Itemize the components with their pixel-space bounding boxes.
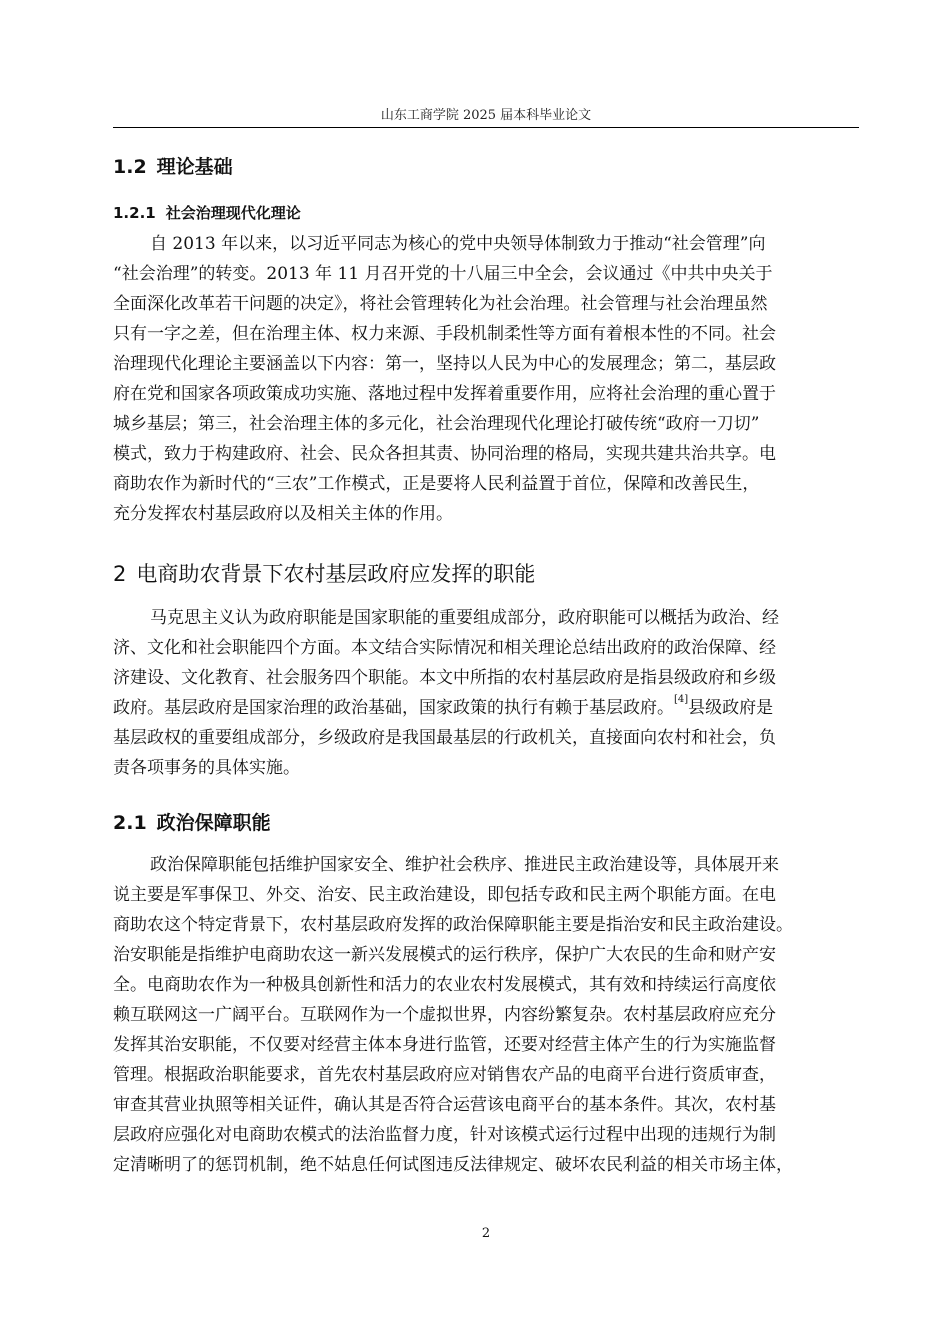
text-line: 模式，致力于构建政府、社会、民众各担其责、协同治理的格局，实现共建共治共享。电 [113,444,776,464]
paragraph-government-functions [113,603,860,783]
text-segment: 政府。基层政府是国家治理的政治基础，国家政策的执行有赖于基层政府。 [113,698,674,718]
text-line: 商助农这个特定背景下，农村基层政府发挥的政治保障职能主要是指治安和民主政治建设。 [113,915,793,935]
text-line: 说主要是军事保卫、外交、治安、民主政治建设，即包括专政和民主两个职能方面。在电 [113,885,776,905]
text-line: “社会治理”的转变。2013 年 11 月召开党的十八届三中全会，会议通过《中共中央关于 [113,264,773,284]
paragraph-social-governance [113,229,860,529]
text-line-with-citation [113,693,860,723]
section-heading-1-2 [113,154,233,180]
section-heading-1-2-1 [113,202,301,224]
chapter-number: 2 [113,562,127,586]
text-line: 城乡基层；第三，社会治理主体的多元化，社会治理现代化理论打破传统“政府一刀切” [113,414,760,434]
chapter-title: 电商助农背景下农村基层政府应发挥的职能 [136,562,536,586]
section-number: 2.1 [113,812,147,834]
text-line: 管理。根据政治职能要求，首先农村基层政府应对销售农产品的电商平台进行资质审查， [113,1065,776,1085]
page-header: 山东工商学院 2025 届本科毕业论文 [380,108,592,123]
text-line: 赖互联网这一广阔平台。互联网作为一个虚拟世界，内容纷繁复杂。农村基层政府应充分 [113,1005,776,1025]
text-line: 全。电商助农作为一种极具创新性和活力的农业农村发展模式，其有效和持续运行高度依 [113,975,776,995]
text-line: 马克思主义认为政府职能是国家职能的重要组成部分，政府职能可以概括为政治、经 [150,608,779,628]
text-line: 府在党和国家各项政策成功实施、落地过程中发挥着重要作用，应将社会治理的重心置于 [113,384,776,404]
section-title: 社会治理现代化理论 [165,204,301,222]
citation-marker: [4] [674,694,689,705]
text-line: 定清晰明了的惩罚机制，绝不姑息任何试图违反法律规定、破坏农民利益的相关市场主体， [113,1155,793,1175]
section-number: 1.2.1 [113,204,156,222]
text-line: 发挥其治安职能，不仅要对经营主体本身进行监管，还要对经营主体产生的行为实施监督 [113,1035,776,1055]
text-line: 只有一字之差，但在治理主体、权力来源、手段机制柔性等方面有着根本性的不同。社会 [113,324,776,344]
text-line: 政治保障职能包括维护国家安全、维护社会秩序、推进民主政治建设等，具体展开来 [150,855,779,875]
text-line: 治理现代化理论主要涵盖以下内容：第一，坚持以人民为中心的发展理念；第二，基层政 [113,354,776,374]
text-segment: 县级政府是 [688,698,774,718]
text-line: 济、文化和社会职能四个方面。本文结合实际情况和相关理论总结出政府的政治保障、经 [113,638,776,658]
text-line: 自 2013 年以来，以习近平同志为核心的党中央领导体制致力于推动“社会管理”向 [150,234,766,254]
text-line: 审查其营业执照等相关证件，确认其是否符合运营该电商平台的基本条件。其次，农村基 [113,1095,776,1115]
header-divider [113,127,859,128]
chapter-heading-2 [113,560,535,588]
text-line: 济建设、文化教育、社会服务四个职能。本文中所指的农村基层政府是指县级政府和乡级 [113,668,776,688]
text-line: 充分发挥农村基层政府以及相关主体的作用。 [113,504,453,524]
text-line: 责各项事务的具体实施。 [113,758,300,778]
section-heading-2-1 [113,810,271,836]
text-line: 基层政权的重要组成部分，乡级政府是我国最基层的行政机关，直接面向农村和社会，负 [113,728,776,748]
text-line: 治安职能是指维护电商助农这一新兴发展模式的运行秩序，保护广大农民的生命和财产安 [113,945,776,965]
section-title: 政治保障职能 [156,812,271,834]
text-line: 全面深化改革若干问题的决定》，将社会管理转化为社会治理。社会管理与社会治理虽然 [113,294,768,314]
paragraph-political-guarantee [113,850,860,1180]
text-line: 层政府应强化对电商助农模式的法治监督力度，针对该模式运行过程中出现的违规行为制 [113,1125,776,1145]
section-title: 理论基础 [156,156,233,178]
text-line: 商助农作为新时代的“三农”工作模式，正是要将人民利益置于首位，保障和改善民生， [113,474,760,494]
page-number: 2 [481,1226,491,1241]
section-number: 1.2 [113,156,147,178]
